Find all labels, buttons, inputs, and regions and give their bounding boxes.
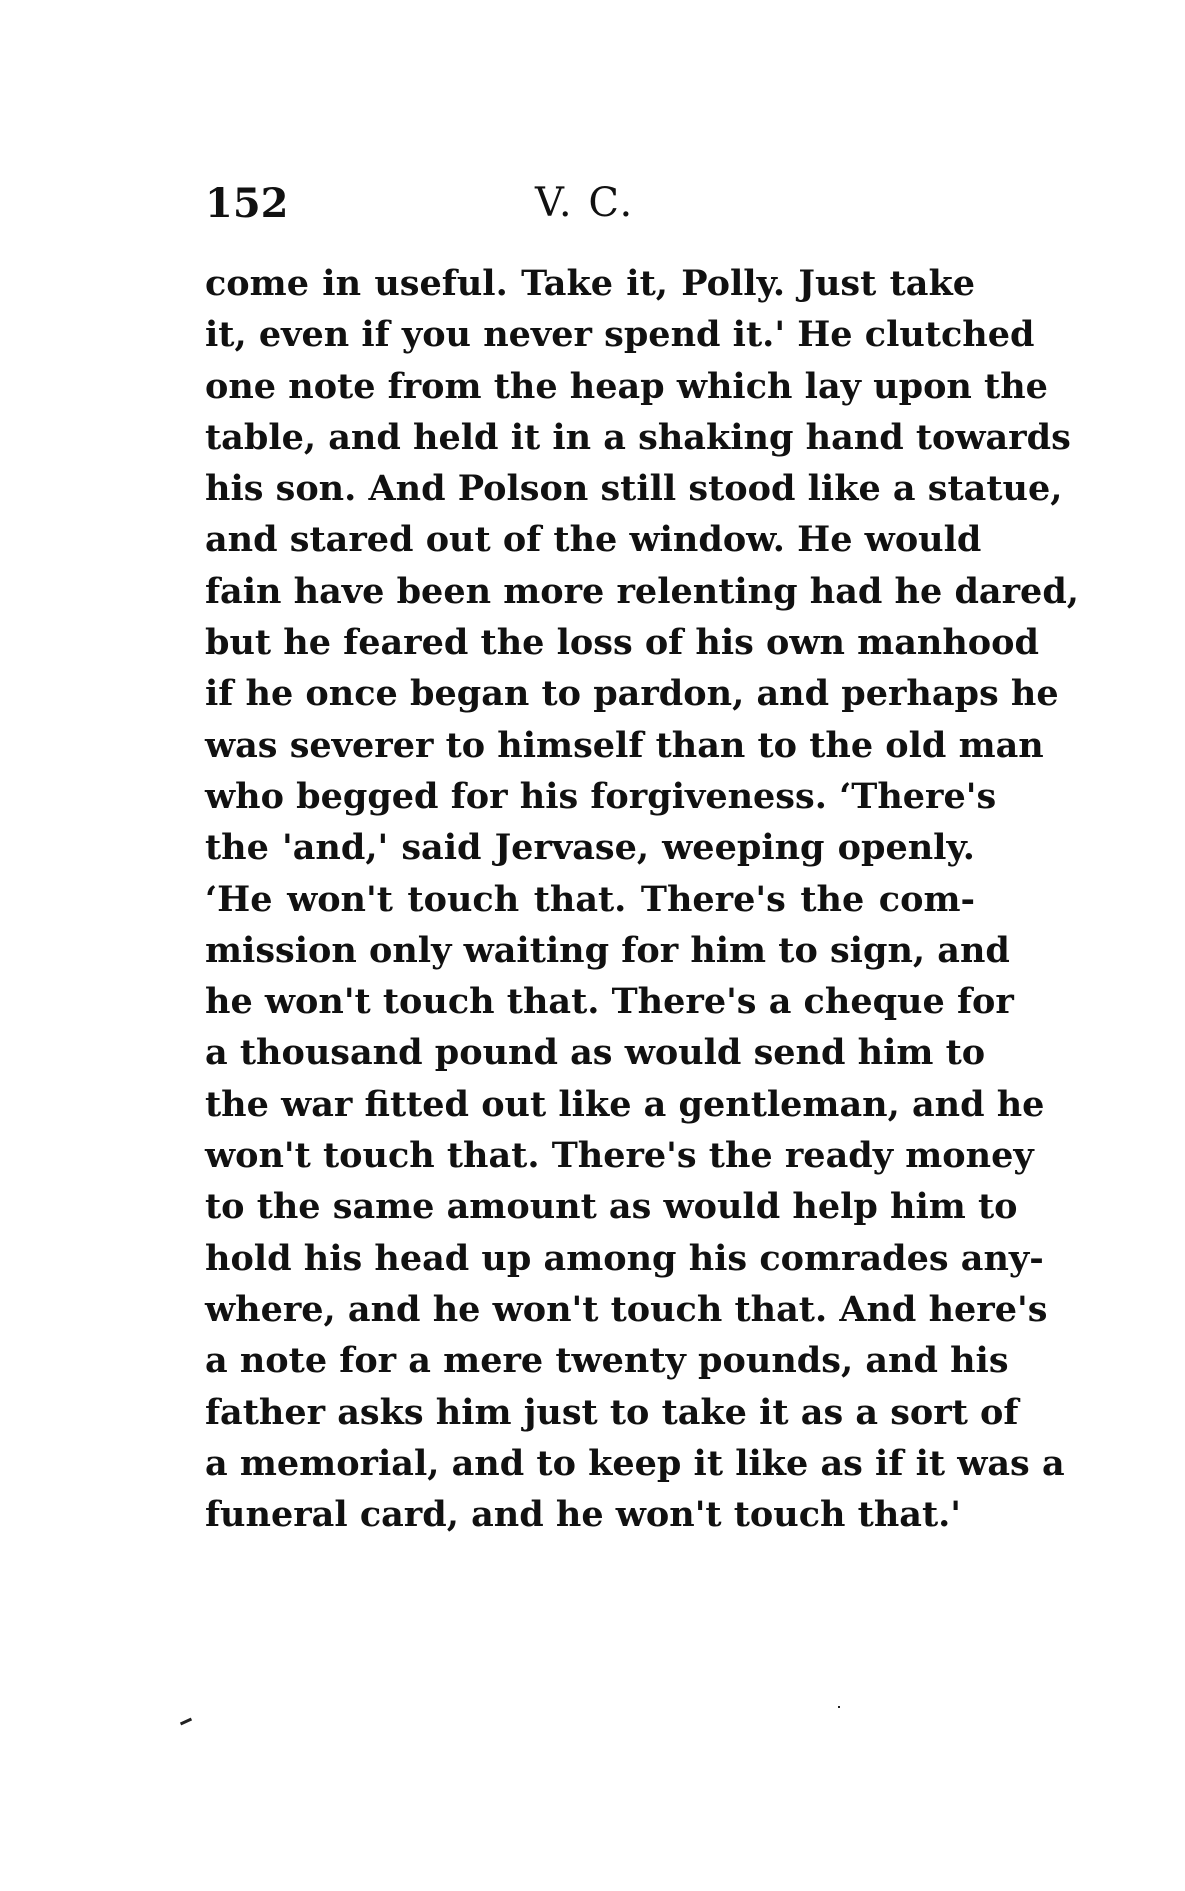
- text-line: funeral card, and he won't touch that.': [205, 1494, 962, 1536]
- text-line: fain have been more relenting had he dared,: [205, 570, 1079, 612]
- text-line: hold his head up among his comrades any-: [205, 1237, 1044, 1279]
- text-line: a memorial, and to keep it like as if it was a: [205, 1442, 1065, 1484]
- text-line: a note for a mere twenty pounds, and his: [205, 1340, 1009, 1382]
- text-line: he won't touch that. There's a cheque for: [205, 981, 1014, 1023]
- page-header: [205, 180, 965, 240]
- scan-speck: [180, 1718, 192, 1726]
- text-line: ‘He won't touch that. There's the com-: [205, 878, 975, 920]
- text-line: to the same amount as would help him to: [205, 1186, 1018, 1228]
- text-line: father asks him just to take it as a sort of: [205, 1391, 1019, 1433]
- text-line: one note from the heap which lay upon the: [205, 365, 1048, 407]
- text-line: a thousand pound as would send him to: [205, 1032, 986, 1074]
- running-head: V. C.: [535, 180, 635, 226]
- text-line: was severer to himself than to the old man: [205, 724, 1044, 766]
- body-text: [205, 258, 1079, 1540]
- text-line: it, even if you never spend it.' He clutched: [205, 314, 1035, 356]
- scan-speck: [838, 1706, 840, 1708]
- text-line: mission only waiting for him to sign, and: [205, 929, 1010, 971]
- text-line: if he once began to pardon, and perhaps he: [205, 673, 1059, 715]
- text-line: won't touch that. There's the ready money: [205, 1135, 1034, 1177]
- text-line: who begged for his forgiveness. ‘There's: [205, 775, 997, 817]
- text-line: but he feared the loss of his own manhood: [205, 622, 1039, 664]
- text-line: table, and held it in a shaking hand towards: [205, 416, 1071, 458]
- text-line: where, and he won't touch that. And here's: [205, 1288, 1048, 1330]
- text-line: and stared out of the window. He would: [205, 519, 982, 561]
- text-line: his son. And Polson still stood like a statue,: [205, 468, 1063, 510]
- page-number: 152: [205, 180, 289, 227]
- text-line: the 'and,' said Jervase, weeping openly.: [205, 827, 975, 869]
- text-line: come in useful. Take it, Polly. Just take: [205, 263, 975, 304]
- text-line: the war fitted out like a gentleman, and he: [205, 1083, 1045, 1125]
